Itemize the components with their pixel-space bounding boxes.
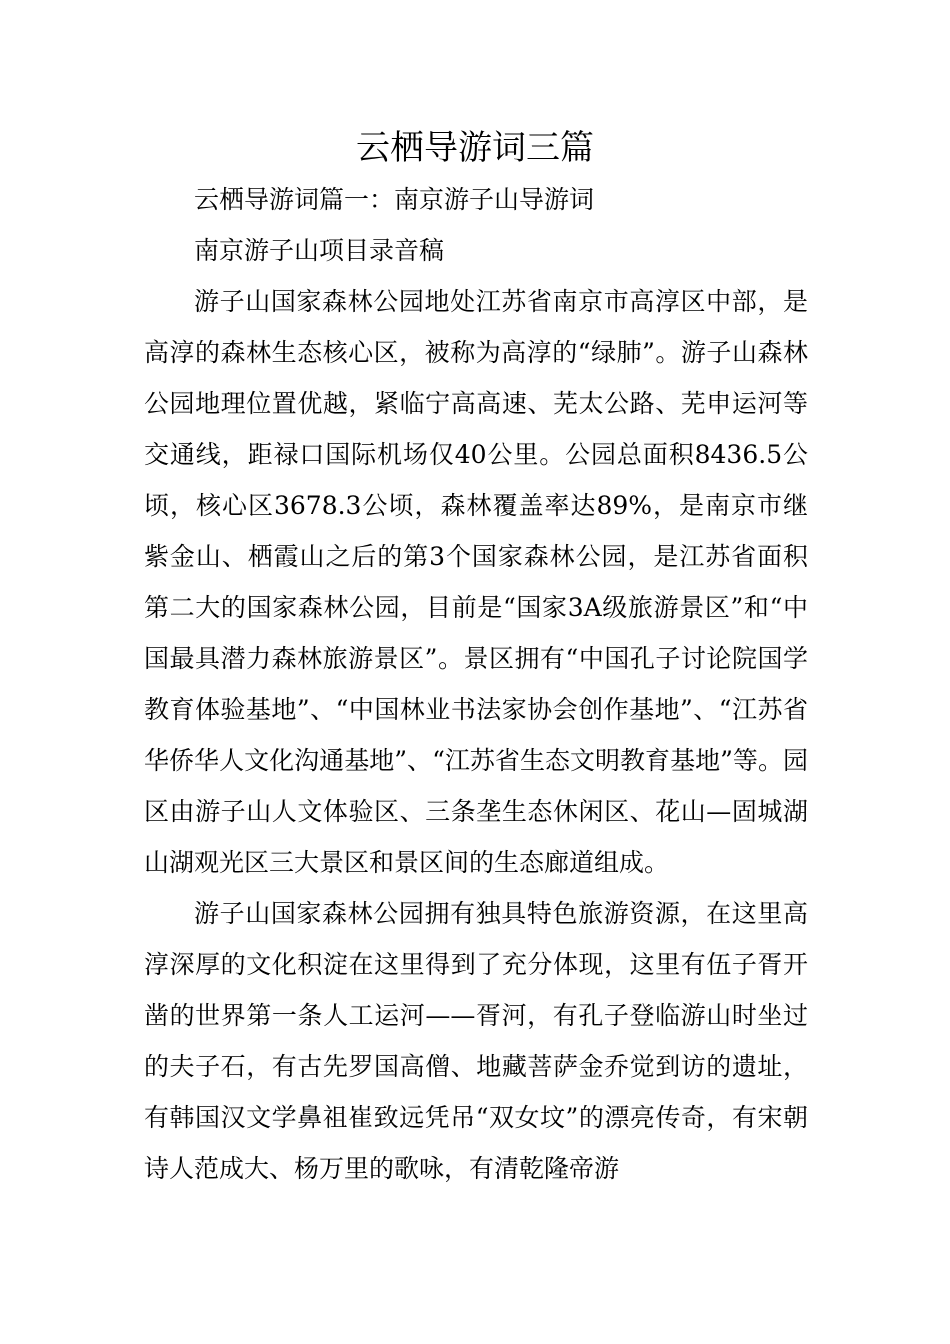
document-title: 云栖导游词三篇 [356, 128, 594, 168]
document-subheading: 南京游子山项目录音稿 [194, 236, 445, 265]
paragraph-2: 游子山国家森林公园拥有独具特色旅游资源，在这里高淳深厚的文化积淀在这里得到了充分体现，这里有伍子胥开凿的世界第一条人工运河——胥河，有孔子登临游山时坐过的夫子石，有古先罗国高僧、地藏菩萨金乔觉到访的遗址，有韩国汉文学鼻祖崔致远凭吊“双女坟”的漂亮传奇，有宋朝诗人范成大、杨万里的歌咏，有清乾隆帝游 [144, 899, 808, 1183]
document-body [144, 174, 808, 1194]
document-subtitle: 云栖导游词篇一：南京游子山导游词 [194, 185, 595, 214]
paragraph-1: 游子山国家森林公园地处江苏省南京市高淳区中部，是高淳的森林生态核心区，被称为高淳的“绿肺”。游子山森林公园地理位置优越，紧临宁高高速、芜太公路、芜申运河等交通线，距禄口国际机场仅40公里。公园总面积8436.5公顷，核心区3678.3公顷，森林覆盖率达89%，是南京市继紫金山、栖霞山之后的第3个国家森林公园，是江苏省面积第二大的国家森林公园，目前是“国家3A级旅游景区”和“中国最具潜力森林旅游景区”。景区拥有“中国孔子讨论院国学教育体验基地”、“中国林业书法家协会创作基地”、“江苏省华侨华人文化沟通基地”、“江苏省生态文明教育基地”等。园区由游子山人文体验区、三条垄生态休闲区、花山—固城湖山湖观光区三大景区和景区间的生态廊道组成。 [144, 287, 808, 877]
